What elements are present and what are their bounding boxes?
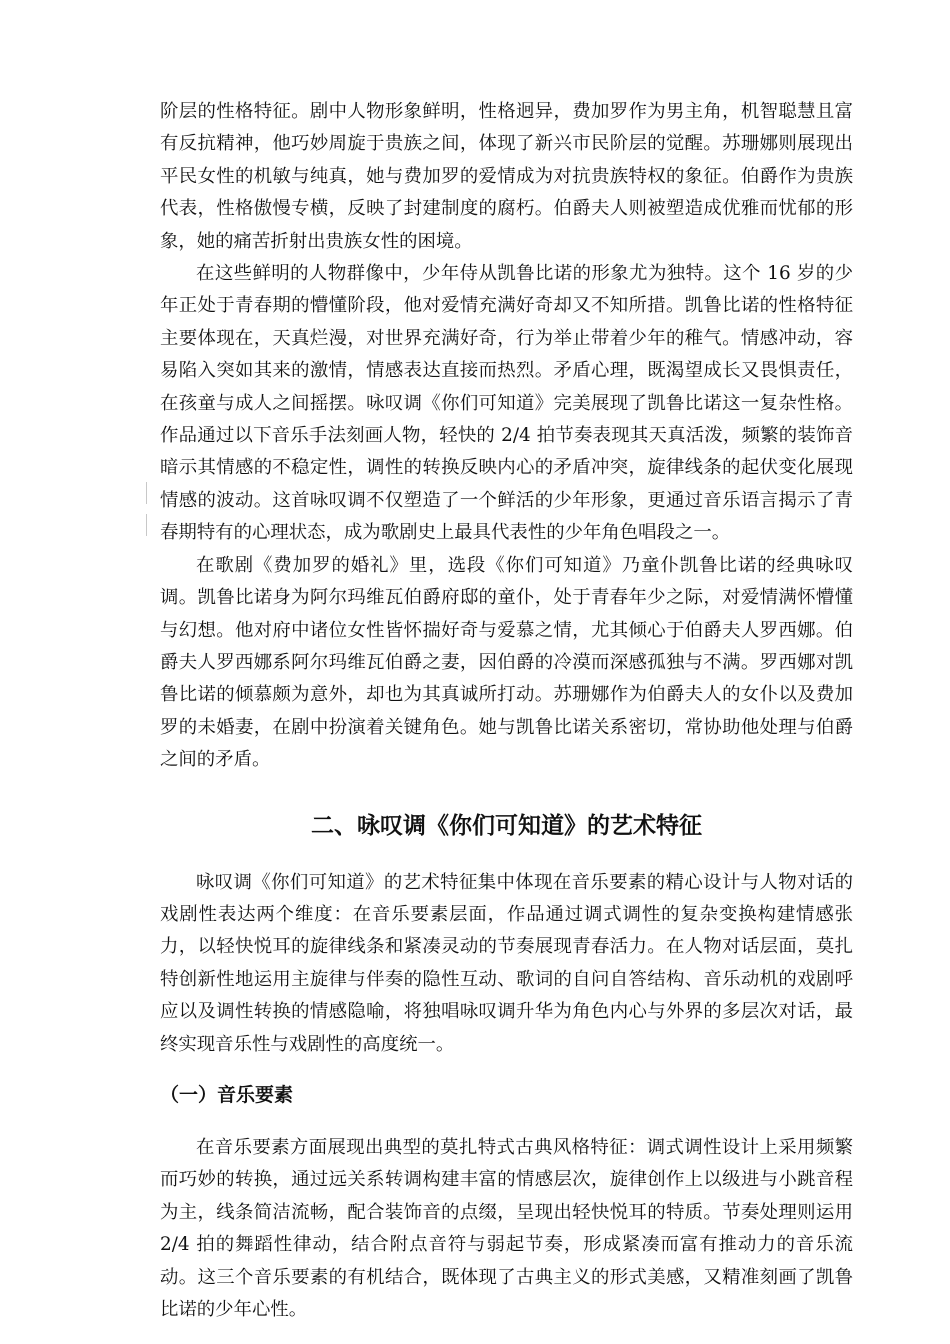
paragraph-plot: 在歌剧《费加罗的婚礼》里，选段《你们可知道》乃童仆凯鲁比诺的经典咏叹调。凯鲁比诺身为阿尔玛维瓦伯爵府邸的童仆，处于青春年少之际，对爱情满怀懵懂与幻想。他对府中诸位女性皆怀揣好奇与爱慕之情，尤其倾心于伯爵夫人罗西娜。伯爵夫人罗西娜系阿尔玛维瓦伯爵之妻，因伯爵的冷漠而深感孤独与不满。罗西娜对凯鲁比诺的倾慕颇为意外，却也为其真诚所打动。苏珊娜作为伯爵夫人的女仆以及费加罗的未婚妻，在剧中扮演着关键角色。她与凯鲁比诺关系密切，常协助他处理与伯爵之间的矛盾。 [160, 554, 853, 771]
paragraph-cherubino: 在这些鲜明的人物群像中，少年侍从凯鲁比诺的形象尤为独特。这个 16 岁的少年正处于青春期的懵懂阶段，他对爱情充满好奇却又不知所措。凯鲁比诺的性格特征主要体现在，天真烂漫，对世界充满好奇，行为举止带着少年的稚气。情感冲动，容易陷入突如其来的激情，情感表达直接而热烈。矛盾心理，既渴望成长又畏惧责任，在孩童与成人之间摇摆。咏叹调《你们可知道》完美展现了凯鲁比诺这一复杂性格。作品通过以下音乐手法刻画人物，轻快的 2/4 拍节奏表现其天真活泼，频繁的装饰音暗示其情感的不稳定性，调性的转换反映内心的矛盾冲突，旋律线条的起伏变化展现情感的波动。这首咏叹调不仅塑造了一个鲜活的少年形象，更通过音乐语言揭示了青春期特有的心理状态，成为歌剧史上最具代表性的少年角色唱段之一。 [160, 263, 853, 544]
margin-change-bar [146, 514, 147, 536]
paragraph-characters: 阶层的性格特征。剧中人物形象鲜明，性格迥异，费加罗作为男主角，机智聪慧且富有反抗精神，他巧妙周旋于贵族之间，体现了新兴市民阶层的觉醒。苏珊娜则展现出平民女性的机敏与纯真，她与费加罗的爱情成为对抗贵族特权的象征。伯爵作为贵族代表，性格傲慢专横，反映了封建制度的腐朽。伯爵夫人则被塑造成优雅而忧郁的形象，她的痛苦折射出贵族女性的困境。 [160, 101, 853, 252]
paragraph-music-elements: 在音乐要素方面展现出典型的莫扎特式古典风格特征：调式调性设计上采用频繁而巧妙的转换，通过远关系转调构建丰富的情感层次，旋律创作上以级进与小跳音程为主，线条简洁流畅，配合装饰音的点缀，呈现出轻快悦耳的特质。节奏处理则运用 2/4 拍的舞蹈性律动，结合附点音符与弱起节奏，形成紧凑而富有推动力的音乐流动。这三个音乐要素的有机结合，既体现了古典主义的形式美感，又精准刻画了凯鲁比诺的少年心性。 [160, 1136, 853, 1320]
section-heading: 二、咏叹调《你们可知道》的艺术特征 [311, 812, 702, 839]
paragraph-section-intro: 咏叹调《你们可知道》的艺术特征集中体现在音乐要素的精心设计与人物对话的戏剧性表达两个维度：在音乐要素层面，作品通过调式调性的复杂变换构建情感张力，以轻快悦耳的旋律线条和紧凑灵动的节奏展现青春活力。在人物对话层面，莫扎特创新性地运用主旋律与伴奏的隐性互动、歌词的自问自答结构、音乐动机的戏剧呼应以及调性转换的情感隐喻，将独唱咏叹调升华为角色内心与外界的多层次对话，最终实现音乐性与戏剧性的高度统一。 [160, 871, 853, 1055]
margin-change-bar [146, 482, 147, 504]
document-page [160, 96, 853, 1326]
subsection-heading: （一）音乐要素 [160, 1083, 294, 1106]
